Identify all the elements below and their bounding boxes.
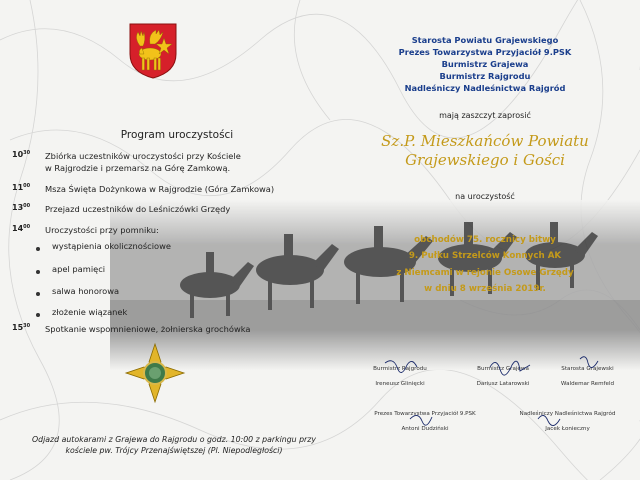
bus-info-line: Odjazd autokarami z Grajewa do Rajgrodu o godz. 10:00 z parkingu przy [32,435,316,444]
addressee-line: Sz.P. Mieszkańców Powiatu [381,132,589,150]
bullet-icon [36,270,40,274]
event-line: w dniu 8 września 2019r. [424,284,546,295]
event-line: obchodów 75. rocznicy bitwy [414,235,556,245]
program-time: $15^{30}$ [12,323,31,332]
signature-role: Burmistrz Grajewa [477,366,529,372]
addressee-line: Grajewskiego i Gości [405,151,565,169]
program-time: $13^{00}$ [12,203,31,212]
signature-role: Nadleśniczy Nadleśnictwa Rajgród [519,411,616,417]
signature-name: Dariusz Latarowski [476,381,530,387]
event-description [370,232,600,298]
host-line: Prezes Towarzystwa Przyjaciół 9.PSK [398,47,572,57]
bus-info-line: kościele pw. Trójcy Przenajświętszej (Pl. Niepodległości) [65,446,283,455]
bullet-icon [36,292,40,296]
program-text: Msza Święta Dożynkowa w Rajgrodzie (Góra Zamkowa) [45,184,275,194]
program-text: Zbiórka uczestników uroczystości przy Kościele w Rajgrodzie i przemarsz na Górę Zamkową. [45,151,241,173]
host-line: Nadleśniczy Nadleśnictwa Rajgród [404,83,566,93]
to-text: na uroczystość [455,192,515,201]
program-text: Przejazd uczestników do Leśniczówki Grzędy [45,204,231,214]
hosts-block [370,34,600,94]
host-line: Burmistrz Rajgrodu [439,71,531,81]
signature-role: Prezes Towarzystwa Przyjaciół 9.PSK [374,411,476,417]
signature-role: Burmistrz Rajgrodu [373,366,427,372]
invite-text: mają zaszczyt zaprosić [439,111,531,120]
host-line: Starosta Powiatu Grajewskiego [411,35,559,45]
program-text: Spotkanie wspomnieniowe, żołnierska grochówka [45,324,251,334]
program-time: $14^{00}$ [12,224,31,233]
regiment-cross-emblem [124,342,186,404]
program-title: Program uroczystości [120,129,234,141]
program-time: $11^{00}$ [12,183,31,192]
program-text: Uroczystości przy pomniku: [45,225,159,235]
signature-role: Starosta Grajewski [561,366,614,372]
bullet-icon [36,247,40,251]
coat-of-arms [128,22,178,80]
signature-name: Jacek Łonieczny [545,426,590,432]
event-line: 9. Pułku Strzelców Konnych AK [408,251,562,262]
signature-name: Antoni Dudziński [401,426,449,432]
host-line: Burmistrz Grajewa [441,59,529,69]
addressee [370,132,600,170]
signature-name: Waldemar Remfeld [560,381,615,387]
bullet-icon [36,313,40,317]
bus-info [4,434,344,456]
handwritten-signatures [360,355,630,445]
signature-name: Ireneusz Glinięcki [375,381,425,387]
program-time: $10^{30}$ [12,150,31,159]
event-line: z Niemcami w rejonie Osowe Grzędy [396,267,574,278]
